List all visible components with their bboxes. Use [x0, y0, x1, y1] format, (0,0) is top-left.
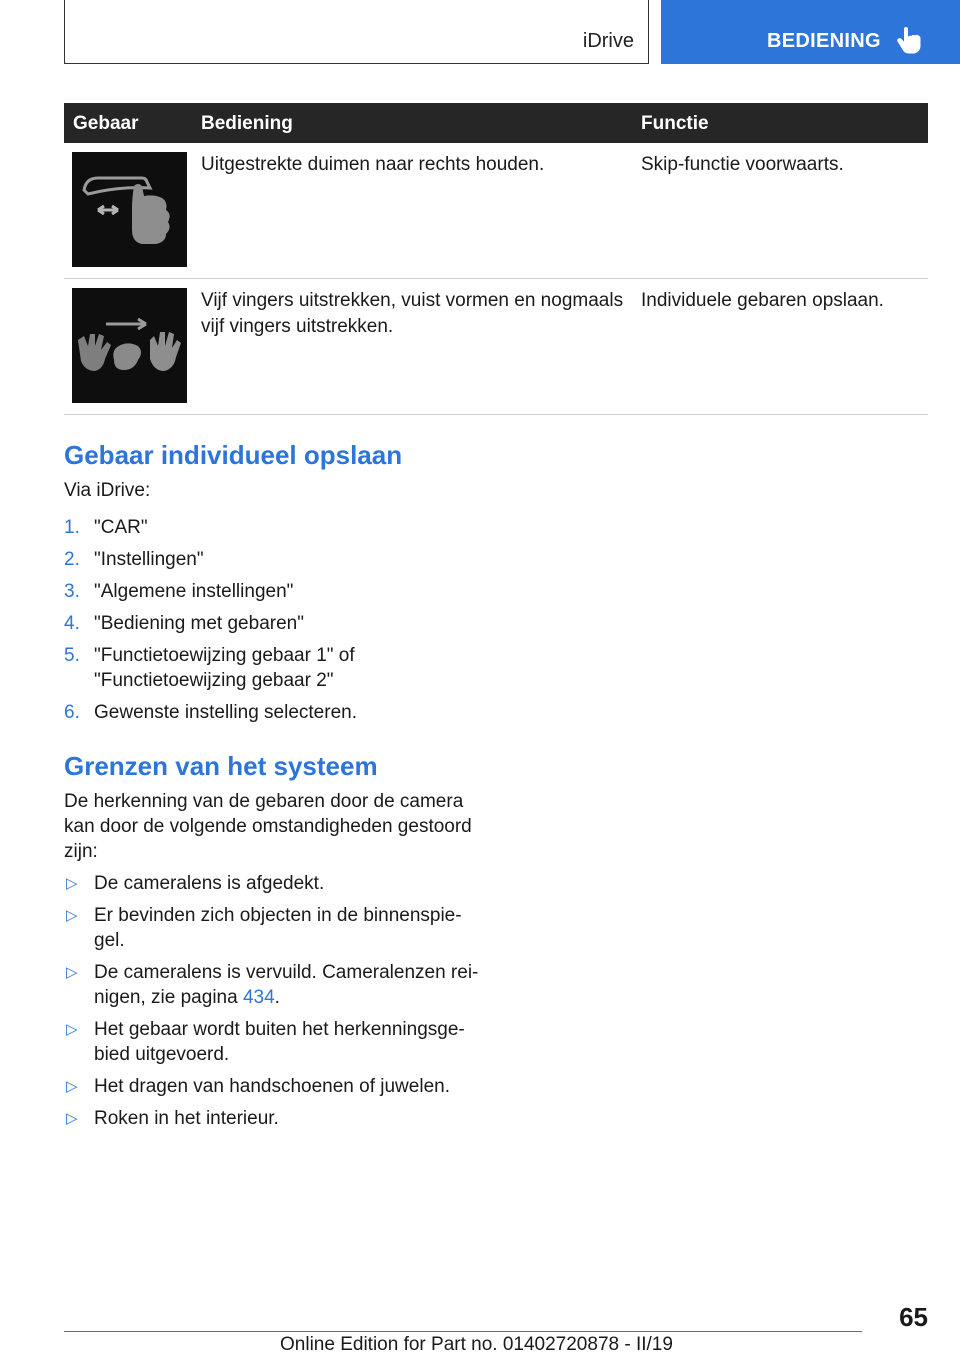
list-item: [64, 643, 394, 693]
footer-edition-text: Online Edition for Part no. 01402720878 - II/19: [280, 1334, 673, 1355]
table-row: [64, 143, 928, 279]
bullet-text-end: .: [274, 987, 280, 1008]
list-item: [64, 1106, 484, 1131]
page-reference-link[interactable]: 434: [242, 987, 275, 1008]
gesture-table: [64, 103, 928, 415]
list-item: [64, 1017, 484, 1067]
bullet-triangle-icon: ▷: [66, 1110, 78, 1127]
bullet-text: De cameralens is afgedekt.: [94, 873, 325, 894]
footer-divider: [64, 1331, 862, 1332]
gesture-five-fingers-fist-image: [72, 288, 187, 403]
section-heading-save-gesture: Gebaar individueel opslaan: [64, 440, 403, 470]
list-item: [64, 547, 484, 572]
header-section-box: [64, 0, 649, 64]
bullet-text: De cameralens is vervuild. Cameralenzen reinigen, zie pagina: [94, 962, 479, 1008]
row-operation-text: Vijf vingers uitstrekken, vuist vormen en nogmaals vijf vingers uitstrekken.: [201, 290, 624, 337]
limits-list: [64, 871, 484, 1131]
step-number: 6.: [64, 702, 80, 723]
step-text: "Functietoewijzing gebaar 1" of "Functietoewijzing gebaar 2": [94, 645, 355, 691]
list-item: [64, 871, 484, 896]
page-number: 65: [899, 1302, 928, 1332]
step-number: 5.: [64, 645, 80, 666]
header-section-title: iDrive: [582, 30, 634, 52]
bullet-triangle-icon: ▷: [66, 875, 78, 892]
bullet-text: Het dragen van handschoenen of juwelen.: [94, 1076, 450, 1097]
gesture-thumb-right-image: [72, 152, 187, 267]
step-text: "Instellingen": [94, 549, 204, 570]
list-item: [64, 700, 484, 725]
pointing-hand-icon: [897, 26, 923, 54]
table-header-row: [64, 103, 928, 143]
step-text: "CAR": [94, 517, 148, 538]
bullet-triangle-icon: ▷: [66, 907, 78, 924]
bullet-text: Er bevinden zich objecten in de binnenspiegel.: [94, 905, 462, 951]
bullet-triangle-icon: ▷: [66, 1078, 78, 1095]
step-number: 3.: [64, 581, 80, 602]
table-header-operation: Bediening: [201, 113, 293, 134]
step-text: Gewenste instelling selecteren.: [94, 702, 357, 723]
list-item: [64, 903, 479, 953]
bullet-text: Roken in het interieur.: [94, 1108, 279, 1129]
step-number: 1.: [64, 517, 80, 538]
header-chapter-tab[interactable]: [661, 0, 960, 64]
row-function-text: Skip-functie voorwaarts.: [641, 154, 844, 175]
list-item: [64, 960, 484, 1010]
bullet-triangle-icon: ▷: [66, 964, 78, 981]
list-item: [64, 611, 484, 636]
section-intro: Via iDrive:: [64, 480, 151, 501]
step-text: "Bediening met gebaren": [94, 613, 304, 634]
bullet-triangle-icon: ▷: [66, 1021, 78, 1038]
steps-list: [64, 515, 484, 725]
step-text: "Algemene instellingen": [94, 581, 294, 602]
section-intro: De herkenning van de gebaren door de camera kan door de volgende omstandigheden gestoord zijn:: [64, 791, 472, 862]
table-header-function: Functie: [641, 113, 709, 134]
step-number: 4.: [64, 613, 80, 634]
table-row: [64, 279, 928, 415]
list-item: [64, 579, 484, 604]
row-function-text: Individuele gebaren opslaan.: [641, 290, 884, 311]
table-header-gesture: Gebaar: [73, 113, 139, 134]
list-item: [64, 515, 484, 540]
list-item: [64, 1074, 484, 1099]
step-number: 2.: [64, 549, 80, 570]
header-chapter-title: BEDIENING: [767, 30, 881, 52]
bullet-text: Het gebaar wordt buiten het herkenningsgebied uitgevoerd.: [94, 1019, 465, 1065]
row-operation-text: Uitgestrekte duimen naar rechts houden.: [201, 154, 545, 175]
section-heading-system-limits: Grenzen van het systeem: [64, 751, 378, 781]
